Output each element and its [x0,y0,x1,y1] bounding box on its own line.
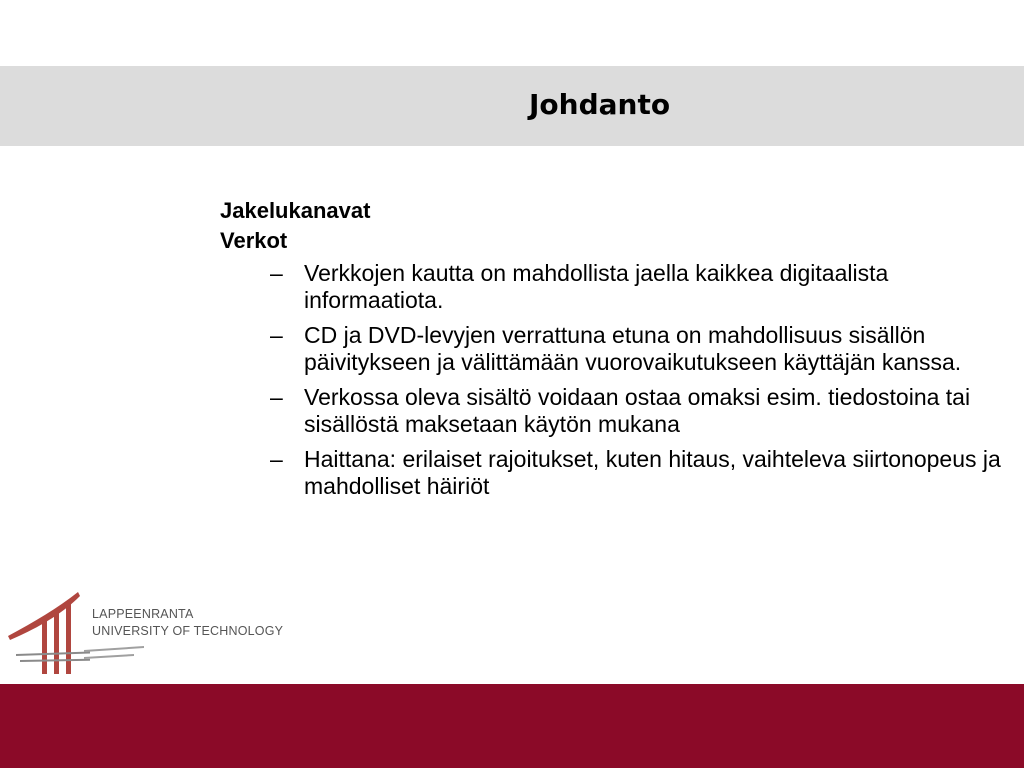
bullet-text: Verkossa oleva sisältö voidaan ostaa omaksi esim. tiedostoina tai sisällöstä maksetaan käytön mukana [304,384,971,437]
logo-mark-icon [6,588,90,678]
bullet-text: Haittana: erilaiset rajoitukset, kuten hitaus, vaihteleva siirtonopeus ja mahdolliset häiriöt [304,446,1001,499]
logo-gray-sweep-icon [84,646,164,666]
heading-jakelukanavat: Jakelukanavat [220,198,371,223]
logo-text-line2: UNIVERSITY OF TECHNOLOGY [92,624,284,638]
bullet-list [220,260,1010,500]
logo-text-line1: LAPPEENRANTA [92,607,194,621]
list-item [220,322,1010,376]
university-logo [6,588,300,678]
list-item [220,446,1010,500]
bullet-text: CD ja DVD-levyjen verrattuna etuna on mahdollisuus sisällön päivitykseen ja välittämään vuorovaikutukseen käyttäjän kanssa. [304,322,962,375]
slide-title: Johdanto [529,88,671,121]
heading-verkot: Verkot [220,228,288,253]
dash-bullet: – [270,260,283,286]
dash-bullet: – [270,384,283,410]
bullet-text: Verkkojen kautta on mahdollista jaella kaikkea digitaalista informaatiota. [304,260,889,313]
list-item [220,260,1010,314]
dash-bullet: – [270,446,283,472]
slide-content [220,196,1010,508]
footer-bar [0,684,1024,768]
list-item [220,384,1010,438]
title-bar [0,66,1024,146]
dash-bullet: – [270,322,283,348]
